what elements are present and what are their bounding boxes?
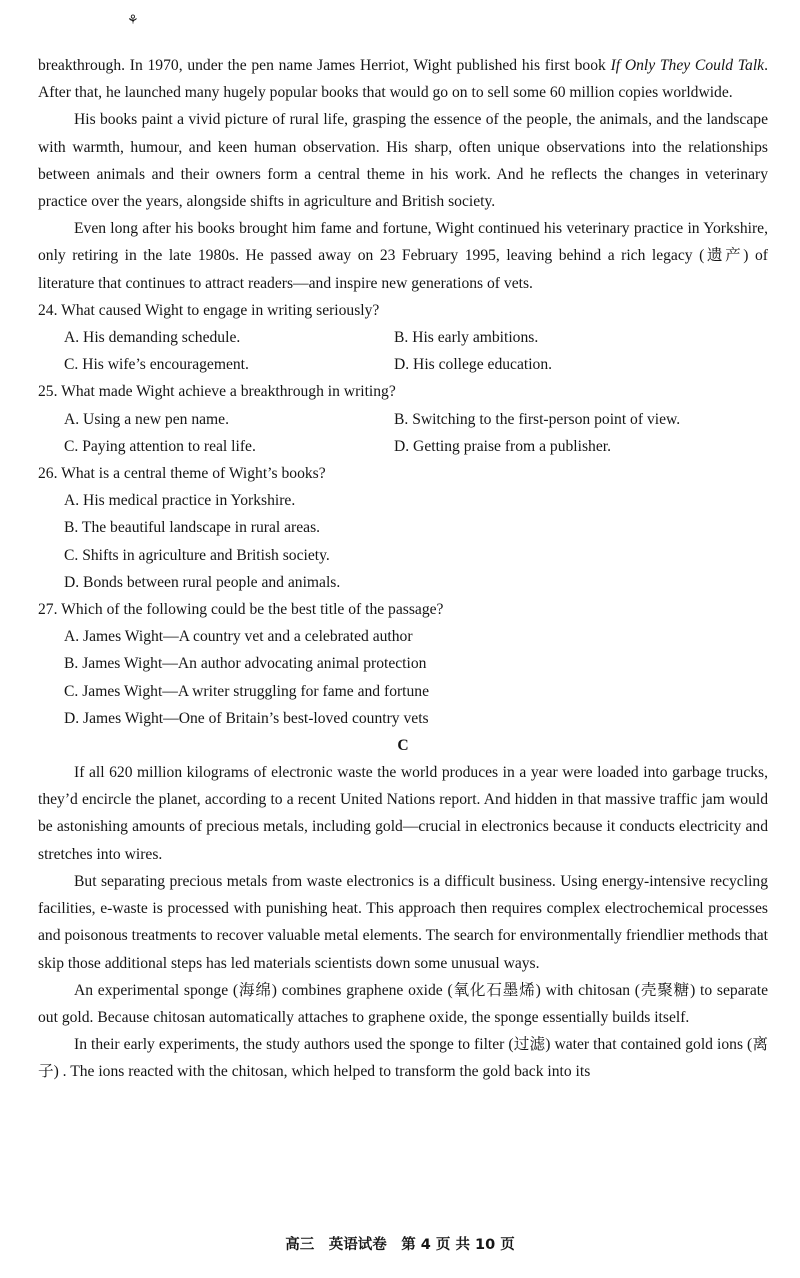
option-d[interactable]: D. Getting praise from a publisher. (394, 437, 611, 455)
exam-page (38, 52, 768, 1086)
question-25 (38, 378, 768, 460)
option-b[interactable]: B. His early ambitions. (394, 329, 539, 347)
option-c[interactable]: C. Paying attention to real life. (64, 437, 256, 455)
passage-b-paragraph: His books paint a vivid picture of rural life, grasping the essence of the people, the animals, and the landscape with warmth, humour, and keen human observation. His sharp, often unique observations into the relationships between animals and their owners form a central theme in his work. And he reflects the changes in veterinary practice over the years, alongside shifts in agriculture and British society. (38, 111, 768, 211)
option-d[interactable]: D. James Wight—One of Britain’s best-loved country vets (64, 709, 429, 727)
passage-b-paragraph: Even long after his books brought him fame and fortune, Wight continued his veterinary practice in Yorkshire, only retiring in the late 1980s. He passed away on 23 February 1995, leaving behind a rich legacy (遗产) of literature that continues to attract readers—and inspire new generations of vets. (38, 220, 768, 292)
option-d[interactable]: D. His college education. (394, 356, 553, 374)
option-b[interactable]: B. The beautiful landscape in rural areas. (64, 519, 321, 537)
option-a[interactable]: A. James Wight—A country vet and a celebrated author (64, 628, 413, 646)
question-stem: 26. What is a central theme of Wight’s books? (38, 465, 326, 483)
passage-b (38, 52, 768, 297)
section-heading: C (397, 737, 409, 755)
book-title: If Only They Could Talk (610, 57, 765, 74)
question-stem: 24. What caused Wight to engage in writing seriously? (38, 301, 380, 319)
option-c[interactable]: C. James Wight—A writer struggling for fame and fortune (64, 682, 430, 700)
paragraph-text: breakthrough. In 1970, under the pen name James Herriot, Wight published his first book (38, 57, 611, 74)
passage-b-paragraph (38, 52, 768, 106)
option-row (38, 324, 768, 351)
option-a[interactable]: A. Using a new pen name. (64, 410, 229, 428)
passage-c-paragraph: An experimental sponge (海绵) combines graphene oxide (氧化石墨烯) with chitosan (壳聚糖) to separate out gold. Because chitosan automatically attaches to graphene oxide, the sponge essentially builds itself. (38, 981, 768, 1026)
option-a[interactable]: A. His medical practice in Yorkshire. (64, 492, 296, 510)
paragraph-text: . After that, he launched many hugely popular books that would go on to sell some 60 million copies worldwide. (38, 57, 768, 102)
option-a[interactable]: A. His demanding schedule. (64, 329, 241, 347)
question-24 (38, 297, 768, 379)
header-mark: ⚘ (127, 12, 139, 27)
question-26 (38, 460, 768, 596)
passage-c-paragraph: In their early experiments, the study authors used the sponge to filter (过滤) water that contained gold ions (离子) . The ions reacted with the chitosan, which helped to transform the gold back into its (38, 1036, 768, 1081)
option-row (38, 351, 768, 378)
passage-c-paragraph: If all 620 million kilograms of electronic waste the world produces in a year were loaded into garbage trucks, they’d encircle the planet, according to a recent United Nations report. And hidden in that massive traffic jam would be astonishing amounts of precious metals, including gold—crucial in electronics because it conducts electricity and stretches into wires. (38, 764, 768, 863)
option-row (38, 433, 768, 460)
option-c[interactable]: C. His wife’s encouragement. (64, 356, 249, 374)
option-d[interactable]: D. Bonds between rural people and animals. (64, 573, 341, 591)
passage-c (38, 759, 768, 1085)
option-b[interactable]: B. James Wight—An author advocating animal protection (64, 655, 427, 673)
option-row (38, 406, 768, 433)
question-27 (38, 596, 768, 732)
page-footer: 高三 英语试卷 第 4 页 共 10 页 (285, 1237, 515, 1253)
passage-c-paragraph: But separating precious metals from waste electronics is a difficult business. Using energy-intensive recycling facilities, e-waste is processed with punishing heat. This approach then requires complex electrochemical processes and poisonous treatments to recover valuable metal elements. The search for environmentally friendlier methods that skip those additional steps has led materials scientists down some unusual ways. (38, 872, 768, 972)
question-stem: 25. What made Wight achieve a breakthrough in writing? (38, 383, 396, 401)
option-c[interactable]: C. Shifts in agriculture and British society. (64, 546, 330, 564)
question-stem: 27. Which of the following could be the best title of the passage? (38, 601, 444, 619)
option-b[interactable]: B. Switching to the first-person point of view. (394, 410, 681, 428)
